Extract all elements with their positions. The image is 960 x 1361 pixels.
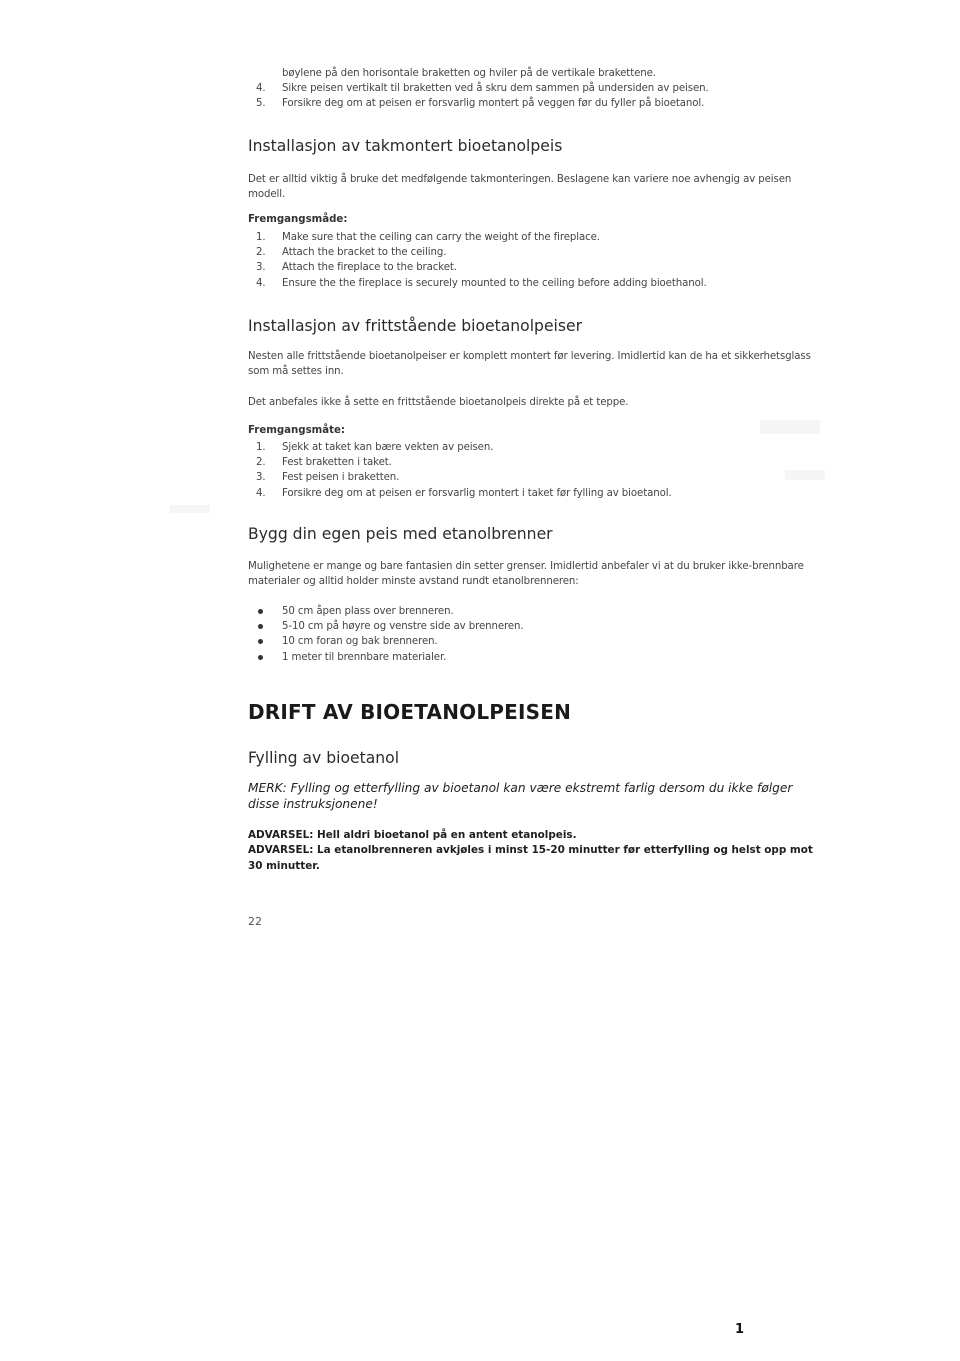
steps-label: Fremgangsmåte: xyxy=(248,425,345,436)
list-item xyxy=(248,470,823,485)
top-list xyxy=(248,81,823,111)
ceiling-steps xyxy=(248,230,823,291)
item-number: 2. xyxy=(256,457,266,469)
item-number: 2. xyxy=(256,247,266,259)
item-number: 3. xyxy=(256,262,266,274)
bullet-dot-icon xyxy=(258,655,263,660)
bullet-item xyxy=(248,619,823,634)
section-heading-diy: Bygg din egen peis med etanolbrenner xyxy=(248,525,553,543)
continued-line: bøylene på den horisontale braketten og hviler på de vertikale brakettene. xyxy=(282,68,656,79)
item-text: Sjekk at taket kan bære vekten av peisen. xyxy=(282,442,494,453)
bullet-text: 50 cm åpen plass over brenneren. xyxy=(282,606,454,617)
warning-label: ADVARSEL: xyxy=(248,844,314,856)
item-number: 4. xyxy=(256,83,266,94)
page-number: 22 xyxy=(248,915,262,928)
list-item xyxy=(248,230,823,245)
item-text: Attach the fireplace to the bracket. xyxy=(282,262,457,274)
warning-text: Hell aldri bioetanol på en antent etanolpeis. xyxy=(317,829,577,841)
item-number: 4. xyxy=(256,277,266,289)
warning-label: ADVARSEL: xyxy=(248,829,314,841)
bullet-item xyxy=(248,604,823,619)
item-text: Fest braketten i taket. xyxy=(282,457,392,469)
list-item xyxy=(248,440,823,455)
bullet-text: 10 cm foran og bak brenneren. xyxy=(282,636,438,648)
list-item xyxy=(248,276,823,291)
bullet-dot-icon xyxy=(258,624,263,629)
bullet-item xyxy=(248,650,823,665)
item-text: Forsikre deg om at peisen er forsvarlig montert i taket før fylling av bioetanol. xyxy=(282,487,672,499)
item-text: Make sure that the ceiling can carry the weight of the fireplace. xyxy=(282,232,600,243)
chapter-title: DRIFT AV BIOETANOLPEISEN xyxy=(248,700,572,724)
freestanding-advice: Det anbefales ikke å sette en frittstående bioetanolpeis direkte på et teppe. xyxy=(248,397,629,408)
list-item xyxy=(248,96,823,111)
diy-intro: Mulighetene er mange og bare fantasien din setter grenser. Imidlertid anbefaler vi at du bruker ikke-brennbare materialer og alltid holder minste avstand rundt etanolbrenneren: xyxy=(248,561,804,588)
item-text: Fest peisen i braketten. xyxy=(282,472,400,484)
scan-mark: 1 xyxy=(735,1322,745,1337)
freestanding-steps xyxy=(248,440,823,501)
diy-bullets xyxy=(248,604,823,665)
item-number: 5. xyxy=(256,98,266,110)
item-text: Sikre peisen vertikalt til braketten ved å skru dem sammen på undersiden av peisen. xyxy=(282,83,709,94)
section-heading-freestanding: Installasjon av frittstående bioetanolpeiser xyxy=(248,317,583,335)
list-item xyxy=(248,245,823,260)
list-item xyxy=(248,81,823,96)
section-heading-filling: Fylling av bioetanol xyxy=(248,749,400,767)
bleed-through-mark xyxy=(170,505,210,513)
item-text: Attach the bracket to the ceiling. xyxy=(282,247,447,259)
bullet-dot-icon xyxy=(258,609,263,614)
warning-text: La etanolbrenneren avkjøles i minst 15-20 minutter før etterfylling og helst opp mot 30 minutter. xyxy=(248,844,813,872)
bullet-dot-icon xyxy=(258,639,263,644)
list-item xyxy=(248,455,823,470)
item-text: Ensure the the fireplace is securely mounted to the ceiling before adding bioethanol. xyxy=(282,277,707,289)
warning-line xyxy=(248,843,818,874)
item-number: 4. xyxy=(256,487,266,499)
ceiling-intro: Det er alltid viktig å bruke det medfølgende takmonteringen. Beslagene kan variere noe avhengig av peisen modell. xyxy=(248,174,792,201)
section-heading-ceiling: Installasjon av takmontert bioetanolpeis xyxy=(248,137,563,155)
list-item xyxy=(248,260,823,275)
steps-label: Fremgangsmåde: xyxy=(248,214,348,225)
item-number: 3. xyxy=(256,472,266,484)
item-number: 1. xyxy=(256,442,266,453)
bullet-text: 1 meter til brennbare materialer. xyxy=(282,651,447,663)
caution-note: MERK: Fylling og etterfylling av bioetanol kan være ekstremt farlig dersom du ikke følger disse instruksjonene! xyxy=(248,781,793,811)
bullet-item xyxy=(248,634,823,649)
freestanding-intro: Nesten alle frittstående bioetanolpeiser er komplett montert før levering. Imidlertid kan de ha et sikkerhetsglass som må settes inn. xyxy=(248,351,811,378)
list-item xyxy=(248,486,823,501)
item-text: Forsikre deg om at peisen er forsvarlig montert på veggen før du fyller på bioetanol. xyxy=(282,98,705,110)
bullet-text: 5-10 cm på høyre og venstre side av brenneren. xyxy=(282,621,524,633)
item-number: 1. xyxy=(256,232,266,243)
warning-line xyxy=(248,828,818,844)
